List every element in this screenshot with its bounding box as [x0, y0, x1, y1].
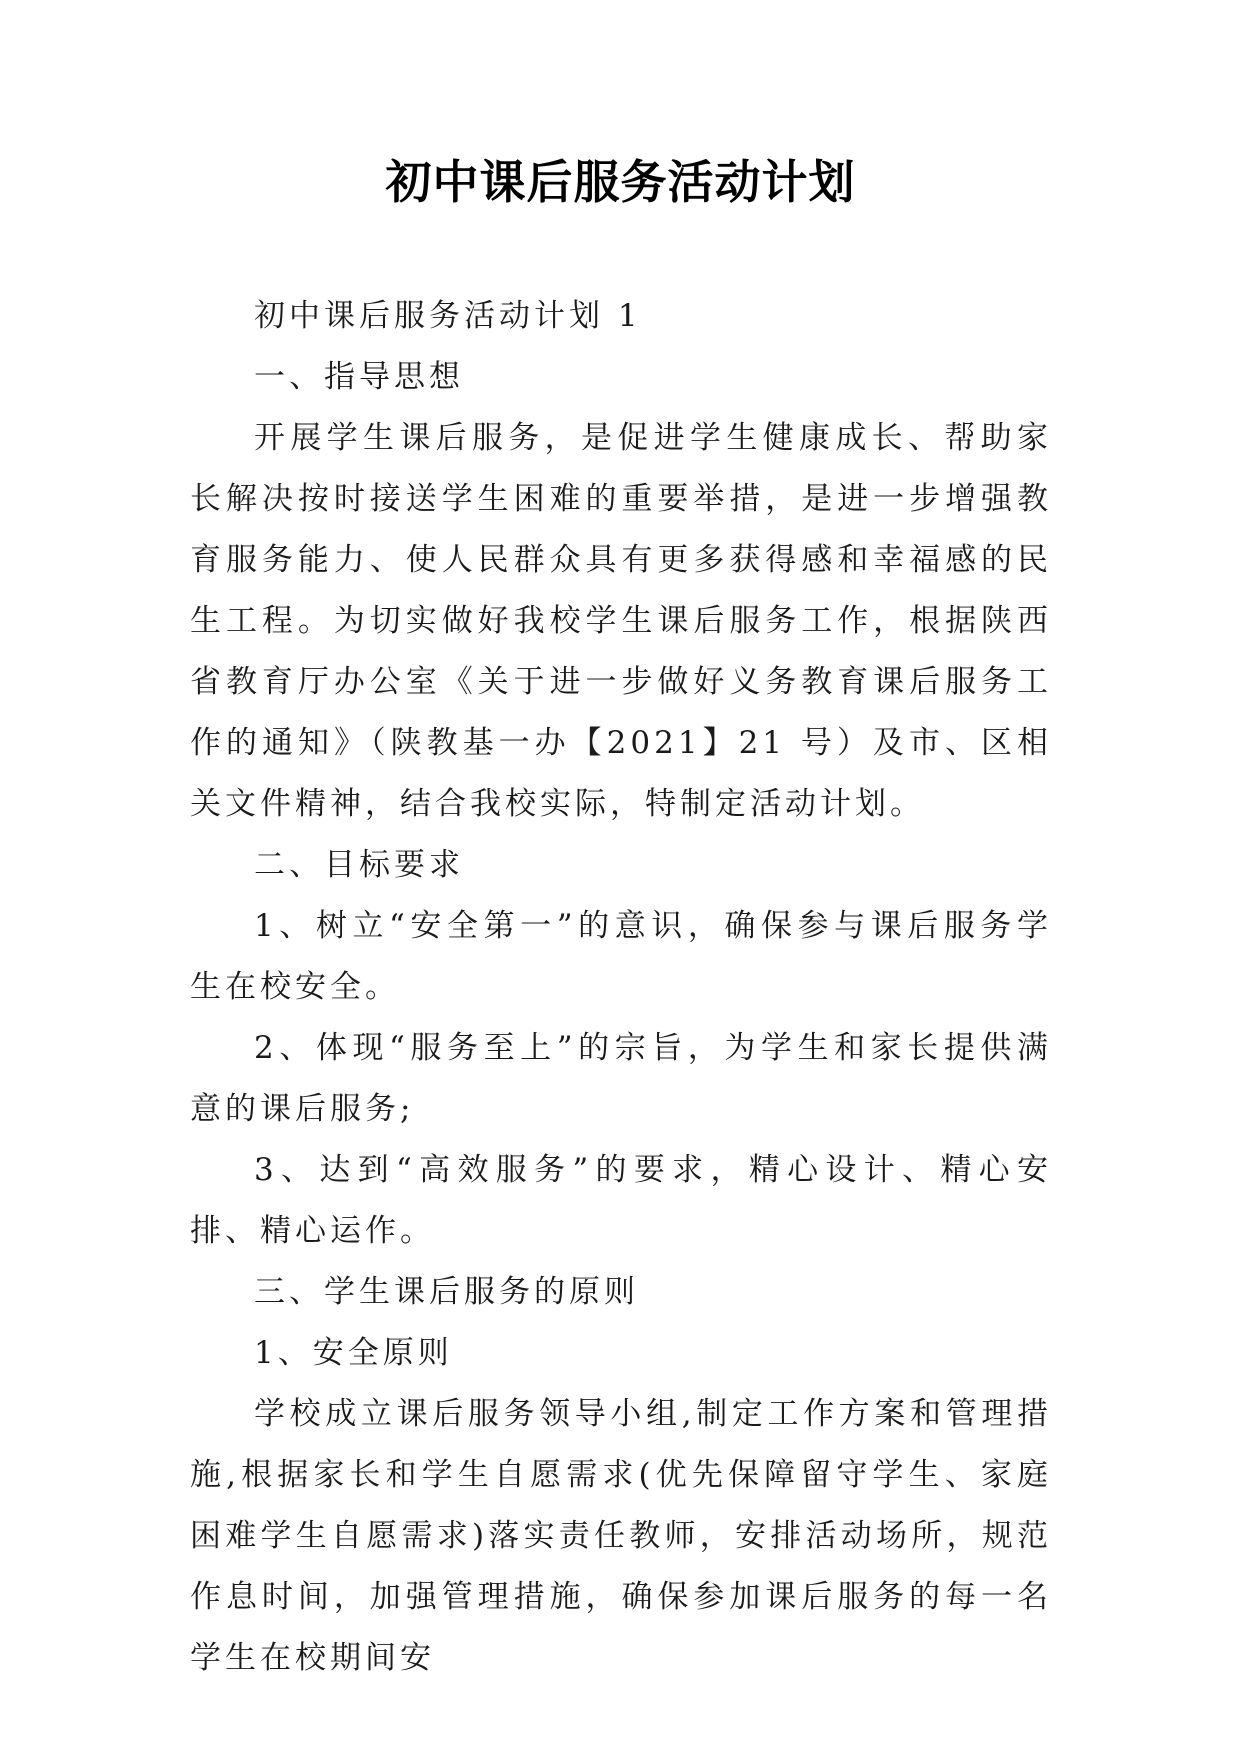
- document-title: 初中课后服务活动计划: [385, 155, 856, 209]
- paragraph-goal-3: 3、达到“高效服务”的要求，精心设计、精心安排、精心运作。: [190, 1152, 1052, 1249]
- paragraph-goal-1: 1、树立“安全第一”的意识，确保参与课后服务学生在校安全。: [190, 908, 1052, 1005]
- paragraph-heading-plan: 初中课后服务活动计划 1: [254, 298, 642, 334]
- paragraph-principle-safety: 1、安全原则: [254, 1335, 453, 1371]
- paragraph-section-guiding-ideology: 一、指导思想: [254, 359, 464, 395]
- paragraph-guiding-ideology-text: 开展学生课后服务，是促进学生健康成长、帮助家长解决按时接送学生困难的重要举措，是进一步增强教育服务能力、使人民群众具有更多获得感和幸福感的民生工程。为切实做好我校学生课后服务工作，根据陕西省教育厅办公室《关于进一步做好义务教育课后服务工作的通知》（陕教基一办【2021】21 号）及市、区相关文件精神，结合我校实际，特制定活动计划。: [190, 420, 1052, 822]
- paragraph-section-goals: 二、目标要求: [254, 847, 464, 883]
- paragraph-section-principles: 三、学生课后服务的原则: [254, 1274, 639, 1310]
- document-body: [190, 286, 1052, 1689]
- paragraph-goal-2: 2、体现“服务至上”的宗旨，为学生和家长提供满意的课后服务;: [190, 1030, 1052, 1127]
- paragraph-safety-text: 学校成立课后服务领导小组,制定工作方案和管理措施,根据家长和学生自愿需求(优先保障留守学生、家庭困难学生自愿需求)落实责任教师，安排活动场所，规范作息时间，加强管理措施，确保参加课后服务的每一名学生在校期间安: [190, 1396, 1052, 1676]
